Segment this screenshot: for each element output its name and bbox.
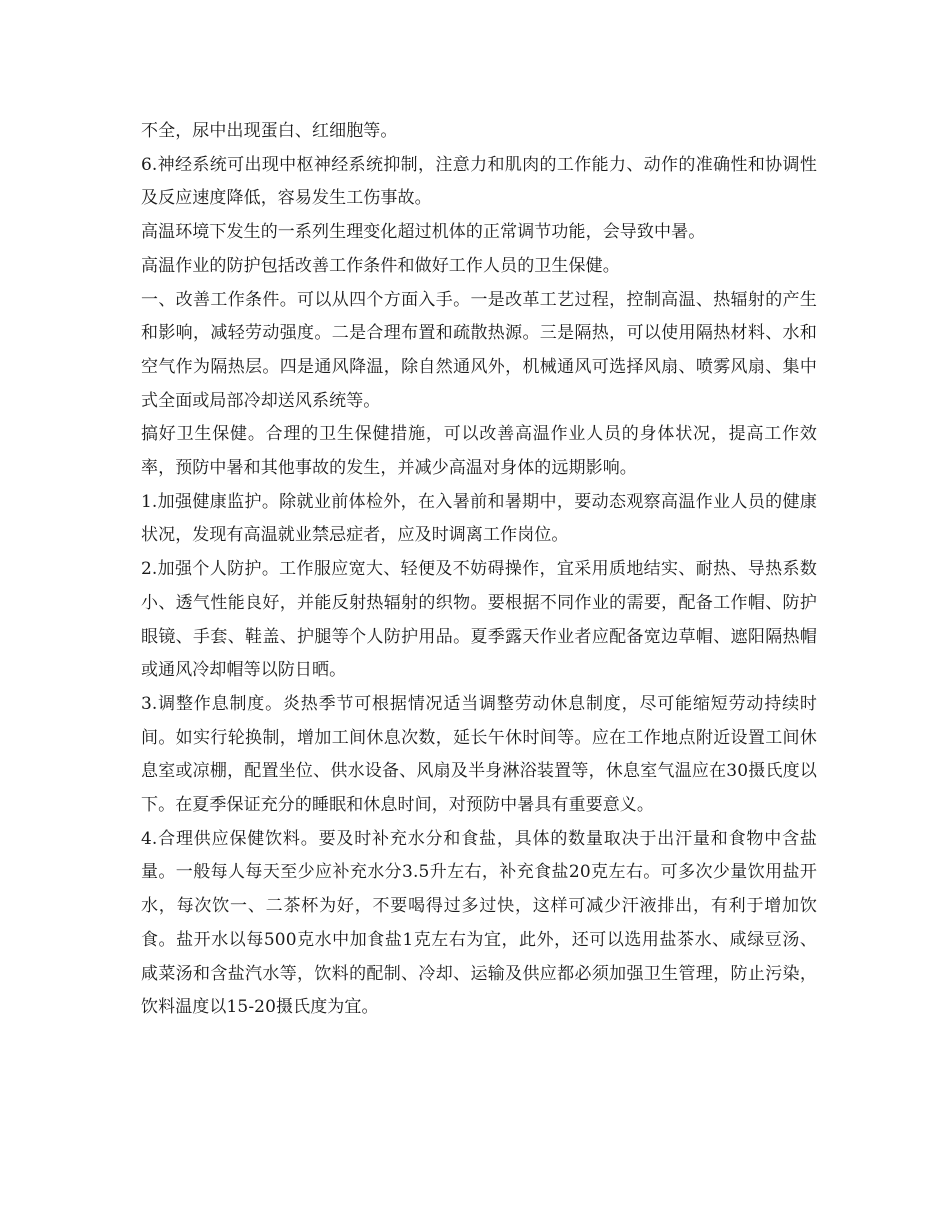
document-body [141,115,817,1025]
paragraph-personal-protection: 2.加强个人防护。工作服应宽大、轻便及不妨碍操作，宜采用质地结实、耐热、导热系数小、透气性能良好，并能反射热辐射的织物。要根据不同作业的需要，配备工作帽、防护眼镜、手套、鞋盖、护腿等个人防护用品。夏季露天作业者应配备宽边草帽、遮阳隔热帽或通风冷却帽等以防日晒。 [141,559,817,681]
paragraph-health-monitoring: 1.加强健康监护。除就业前体检外，在入暑前和暑期中，要动态观察高温作业人员的健康状况，发现有高温就业禁忌症者，应及时调离工作岗位。 [141,491,817,546]
paragraph-protection-overview: 高温作业的防护包括改善工作条件和做好工作人员的卫生保健。 [141,255,620,276]
paragraph-health-care: 搞好卫生保健。合理的卫生保健措施，可以改善高温作业人员的身体状况，提高工作效率，预防中暑和其他事故的发生，并减少高温对身体的远期影响。 [141,424,817,479]
paragraph-health-drinks: 4.合理供应保健饮料。要及时补充水分和食盐，具体的数量取决于出汗量和食物中含盐量。一般每人每天至少应补充水分3.5升左右，补充食盐20克左右。可多次少量饮用盐开水，每次饮一、二茶杯为好，不要喝得过多过快，这样可减少汗液排出，有利于增加饮食。盐开水以每500克水中加食盐1克左右为宜，此外，还可以选用盐茶水、咸绿豆汤、咸菜汤和含盐汽水等，饮料的配制、冷却、运输及供应都必须加强卫生管理，防止污染，饮料温度以15-20摄氏度为宜。 [141,828,817,1018]
paragraph-urine-symptoms: 不全，尿中出现蛋白、红细胞等。 [141,121,398,141]
paragraph-work-rest-schedule: 3.调整作息制度。炎热季节可根据情况适当调整劳动休息制度，尽可能缩短劳动持续时间。如实行轮换制，增加工间休息次数，延长午休时间等。应在工作地点附近设置工间休息室或凉棚，配置坐位、供水设备、风扇及半身淋浴装置等，休息室气温应在30摄氏度以下。在夏季保证充分的睡眠和休息时间，对预防中暑具有重要意义。 [141,693,817,816]
paragraph-improve-conditions: 一、改善工作条件。可以从四个方面入手。一是改革工艺过程，控制高温、热辐射的产生和影响，减轻劳动强度。二是合理布置和疏散热源。三是隔热，可以使用隔热材料、水和空气作为隔热层。四是通风降温，除自然通风外，机械通风可选择风扇、喷雾风扇、集中式全面或局部冷却送风系统等。 [141,289,817,411]
paragraph-nervous-system: 6.神经系统可出现中枢神经系统抑制，注意力和肌肉的工作能力、动作的准确性和协调性及反应速度降低，容易发生工伤事故。 [141,154,817,209]
paragraph-heatstroke-cause: 高温环境下发生的一系列生理变化超过机体的正常调节功能，会导致中暑。 [141,222,706,243]
